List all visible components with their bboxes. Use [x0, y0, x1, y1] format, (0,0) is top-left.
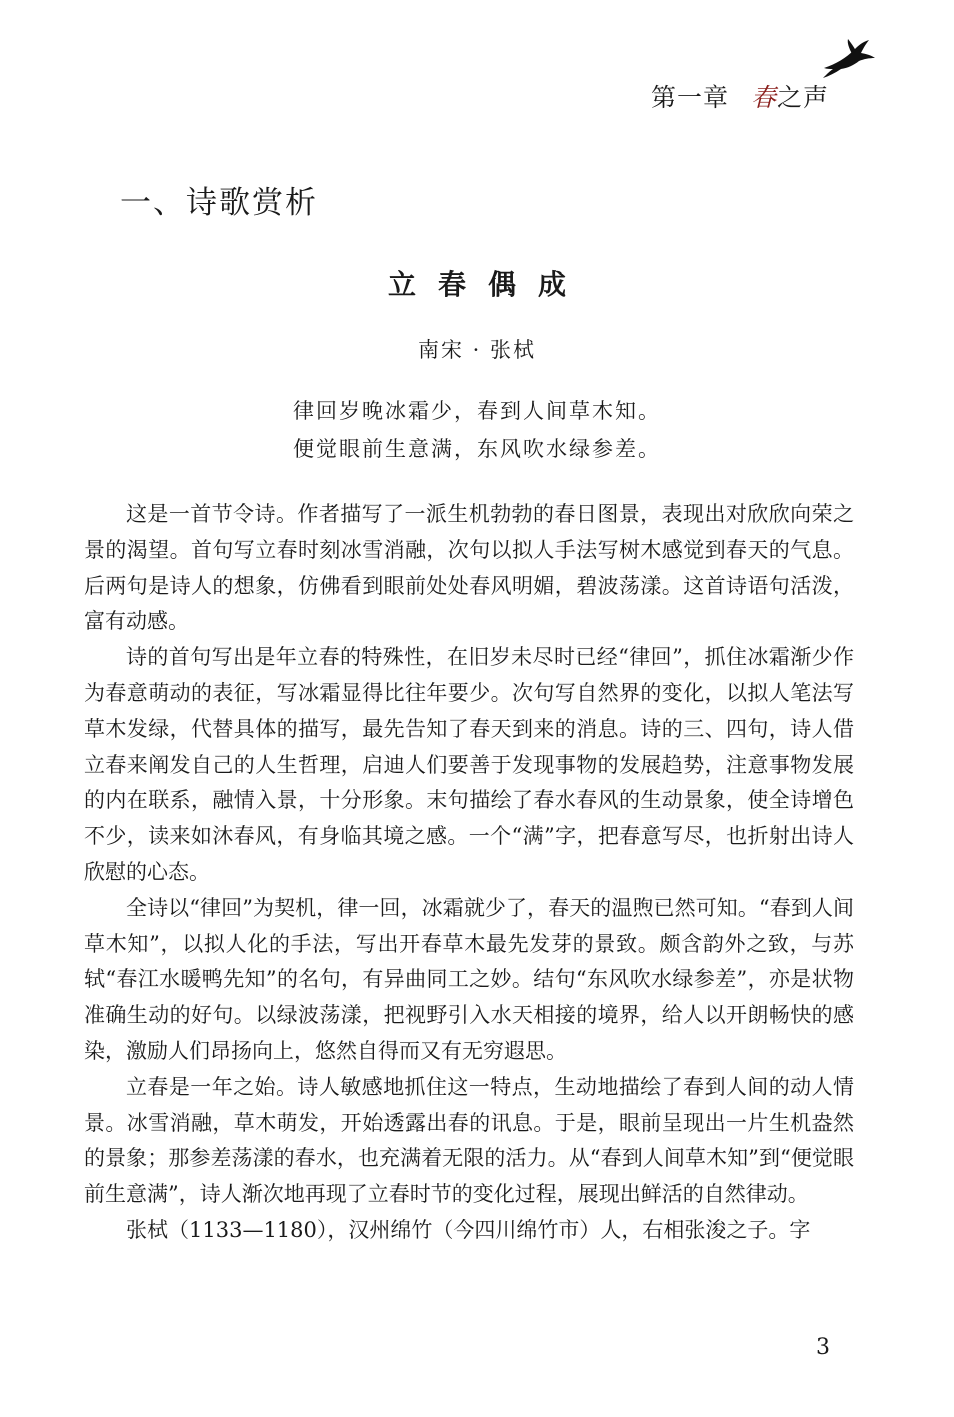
section-heading: 一、诗歌赏析	[120, 185, 318, 221]
paragraph: 张栻（1133—1180），汉州绵竹（今四川绵竹市）人，右相张浚之子。字	[126, 1217, 811, 1242]
poem-title: 立春偶成	[387, 268, 588, 301]
poem-body	[0, 392, 954, 468]
poem-author: 南宋 · 张栻	[417, 338, 537, 362]
paragraph: 全诗以“律回”为契机，律一回，冰霜就少了，春天的温煦已然可知。“春到人间草木知”，以拟人化的手法，写出开春草木最先发芽的景致。颇含韵外之致，与苏轼“春江水暖鸭先知”的名句，有异曲同工之妙。结句“东风吹水绿参差”，亦是状物准确生动的好句。以绿波荡漾，把视野引入水天相接的境界，给人以开朗畅快的感染，激励人们昂扬向上，悠然自得而又有无穷遐思。	[84, 895, 854, 1063]
chapter-number: 第一章	[650, 83, 729, 112]
paragraph: 这是一首节令诗。作者描写了一派生机勃勃的春日图景，表现出对欣欣向荣之景的渴望。首句写立春时刻冰雪消融，次句以拟人手法写树木感觉到春天的气息。后两句是诗人的想象，仿佛看到眼前处处春风明媚，碧波荡漾。这首诗语句活泼，富有动感。	[84, 502, 854, 634]
poem-line: 律回岁晚冰霜少，春到人间草木知。	[293, 399, 661, 423]
swallow-icon	[822, 38, 876, 80]
commentary	[84, 497, 854, 1249]
page-number: 3	[816, 1335, 830, 1360]
chapter-title-rest: 之声	[776, 83, 829, 112]
chapter-title-accent: 春	[750, 83, 777, 112]
paragraph: 立春是一年之始。诗人敏感地抓住这一特点，生动地描绘了春到人间的动人情景。冰雪消融，草木萌发，开始透露出春的讯息。于是，眼前呈现出一片生机盎然的景象；那参差荡漾的春水，也充满着无限的活力。从“春到人间草木知”到“便觉眼前生意满”，诗人渐次地再现了立春时节的变化过程，展现出鲜活的自然律动。	[84, 1074, 854, 1207]
running-header	[651, 78, 829, 114]
paragraph: 诗的首句写出是年立春的特殊性，在旧岁未尽时已经“律回”，抓住冰霜渐少作为春意萌动的表征，写冰霜显得比往年要少。次句写自然界的变化，以拟人笔法写草木发绿，代替具体的描写，最先告知了春天到来的消息。诗的三、四句，诗人借立春来阐发自己的人生哲理，启迪人们要善于发现事物的发展趋势，注意事物发展的内在联系，融情入景，十分形象。末句描绘了春水春风的生动景象，使全诗增色不少，读来如沐春风，有身临其境之感。一个“满”字，把春意写尽，也折射出诗人欣慰的心态。	[84, 645, 854, 884]
poem-line: 便觉眼前生意满，东风吹水绿参差。	[293, 437, 661, 461]
